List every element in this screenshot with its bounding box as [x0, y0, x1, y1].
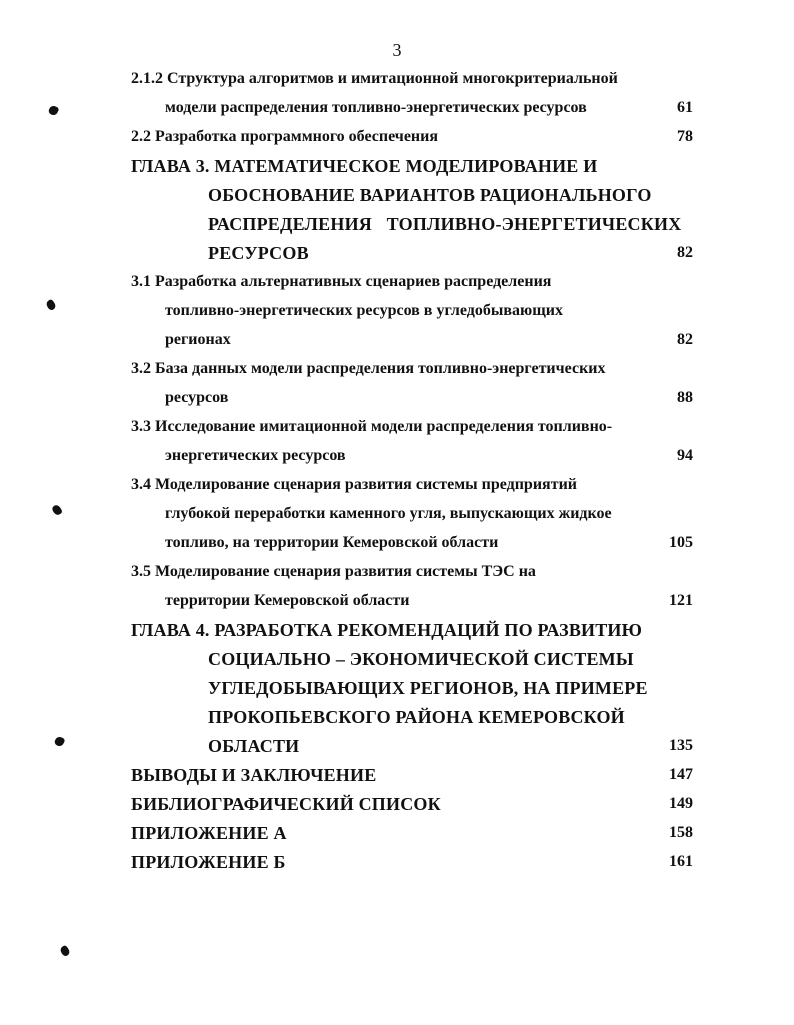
toc-entry-3-2-line-2: ресурсов	[165, 389, 229, 406]
toc-chapter-4-line-2: СОЦИАЛЬНО – ЭКОНОМИЧЕСКОЙ СИСТЕМЫ	[208, 649, 634, 669]
binder-mark	[59, 945, 71, 958]
toc-entry-3-3-page: 94	[677, 447, 693, 464]
toc-chapter-3-line-4: РЕСУРСОВ	[208, 243, 309, 263]
toc-entry-3-4-line-2: глубокой переработки каменного угля, выпускающих жидкое	[165, 505, 612, 522]
binder-mark	[48, 105, 60, 117]
page-number: 3	[392, 40, 402, 60]
toc-entry-2-2-page: 78	[677, 128, 693, 145]
toc-appendix-b: ПРИЛОЖЕНИЕ Б	[131, 852, 286, 872]
toc-entry-3-1-page: 82	[677, 331, 693, 348]
toc-entry-2-2-line-1: 2.2 Разработка программного обеспечения	[131, 128, 439, 145]
toc-appendix-a-page: 158	[669, 824, 693, 841]
toc-bibliography-page: 149	[669, 795, 693, 812]
toc-entry-3-1-line-1: 3.1 Разработка альтернативных сценариев распределения	[131, 273, 552, 290]
toc-appendix-b-page: 161	[669, 853, 693, 870]
toc-entry-3-3-line-1: 3.3 Исследование имитационной модели распределения топливно-	[131, 418, 613, 435]
toc-bibliography: БИБЛИОГРАФИЧЕСКИЙ СПИСОК	[131, 794, 441, 814]
toc-chapter-3-line-3: РАСПРЕДЕЛЕНИЯ ТОПЛИВНО-ЭНЕРГЕТИЧЕСКИХ	[208, 214, 682, 234]
toc-entry-3-4-line-1: 3.4 Моделирование сценария развития системы предприятий	[131, 476, 577, 493]
toc-entry-3-4-page: 105	[669, 534, 693, 551]
toc-appendix-a: ПРИЛОЖЕНИЕ А	[131, 823, 287, 843]
toc-conclusions: ВЫВОДЫ И ЗАКЛЮЧЕНИЕ	[131, 765, 377, 785]
toc-entry-3-2-page: 88	[677, 389, 693, 406]
toc-entry-3-1-line-3: регионах	[165, 331, 231, 348]
binder-mark	[54, 736, 66, 748]
binder-mark	[51, 504, 63, 517]
binder-mark	[45, 299, 57, 312]
toc-entry-2-1-2-page: 61	[677, 99, 693, 116]
toc-chapter-3-line-1: ГЛАВА 3. МАТЕМАТИЧЕСКОЕ МОДЕЛИРОВАНИЕ И	[131, 156, 598, 176]
toc-chapter-4-line-1: ГЛАВА 4. РАЗРАБОТКА РЕКОМЕНДАЦИЙ ПО РАЗВИТИЮ	[131, 620, 643, 640]
toc-entry-3-4-line-3: топливо, на территории Кемеровской области	[165, 534, 499, 551]
toc-entry-3-5-line-2: территории Кемеровской области	[165, 592, 410, 609]
toc-chapter-3-line-2: ОБОСНОВАНИЕ ВАРИАНТОВ РАЦИОНАЛЬНОГО	[208, 185, 652, 205]
toc-entry-3-1-line-2: топливно-энергетических ресурсов в угледобывающих	[165, 302, 563, 319]
toc-entry-3-3-line-2: энергетических ресурсов	[165, 447, 346, 464]
toc-chapter-4-line-5: ОБЛАСТИ	[208, 736, 300, 756]
toc-entry-2-1-2-line-2: модели распределения топливно-энергетических ресурсов	[165, 99, 587, 116]
toc-chapter-4-page: 135	[669, 737, 693, 754]
toc-chapter-4-line-3: УГЛЕДОБЫВАЮЩИХ РЕГИОНОВ, НА ПРИМЕРЕ	[208, 678, 648, 698]
toc-entry-3-5-page: 121	[669, 592, 693, 609]
toc-entry-3-2-line-1: 3.2 База данных модели распределения топливно-энергетических	[131, 360, 606, 377]
toc-chapter-4-line-4: ПРОКОПЬЕВСКОГО РАЙОНА КЕМЕРОВСКОЙ	[208, 707, 625, 727]
toc-entry-3-5-line-1: 3.5 Моделирование сценария развития системы ТЭС на	[131, 563, 536, 580]
toc-chapter-3-page: 82	[677, 244, 693, 261]
toc-entry-2-1-2-line-1: 2.1.2 Структура алгоритмов и имитационной многокритериальной	[131, 70, 618, 87]
toc-conclusions-page: 147	[669, 766, 693, 783]
